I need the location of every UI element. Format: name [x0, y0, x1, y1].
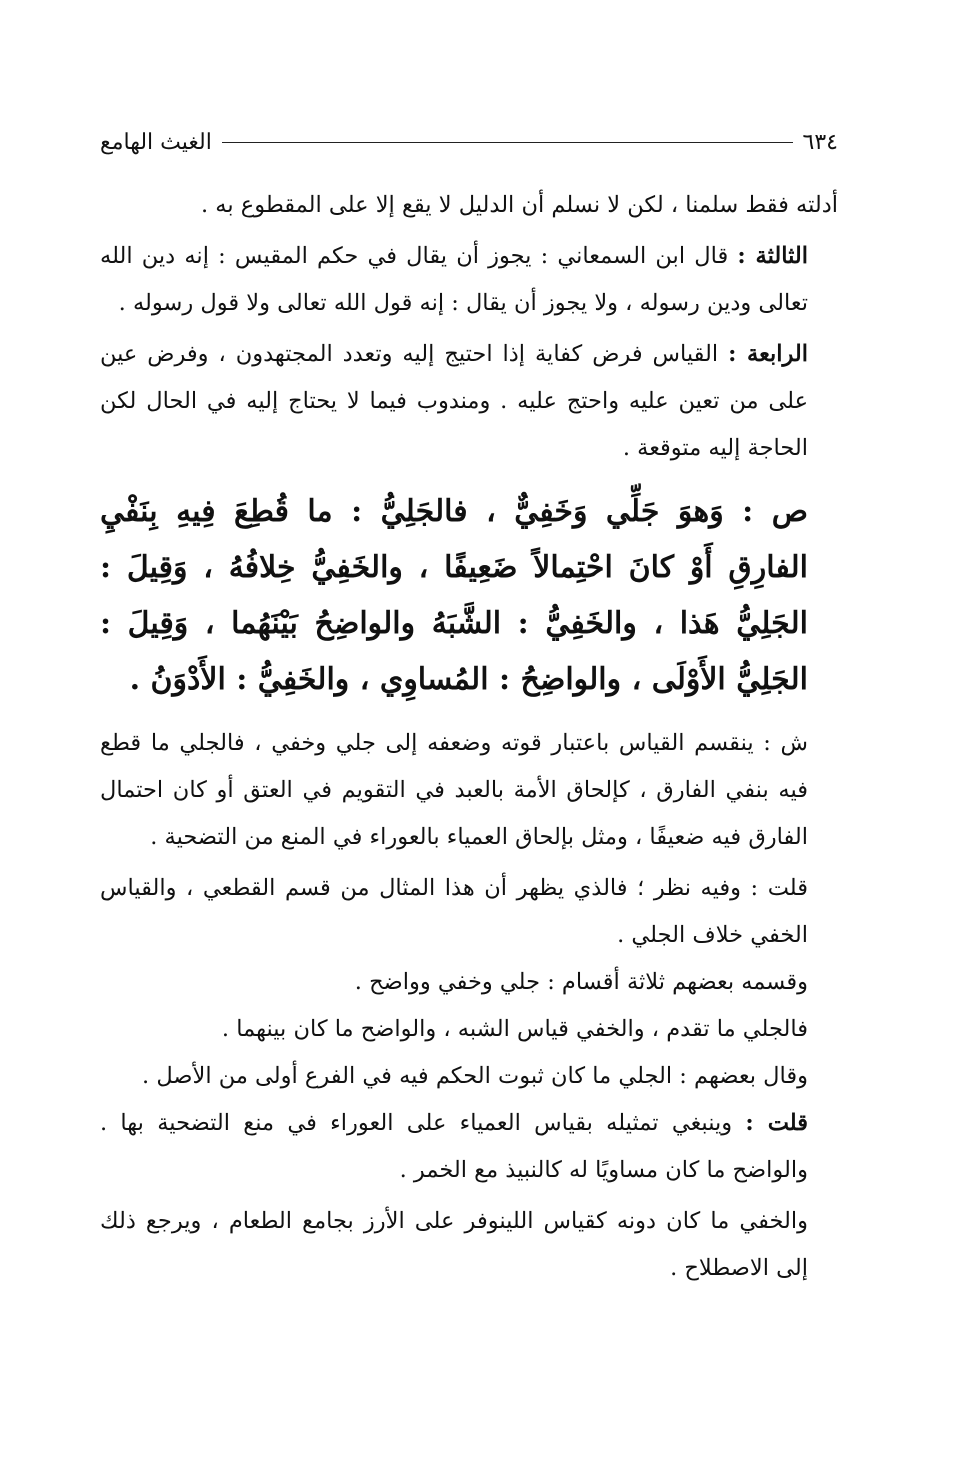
book-title: الغيث الهامع — [100, 129, 212, 155]
paragraph: الرابعة : القياس فرض كفاية إذا احتيج إليه وتعدد المجتهدون ، وفرض عين على من تعين عليه واحتج عليه . ومندوب فيما لا يحتاج إليه في الحال لكن الحاجة إليه متوقعة . — [100, 341, 808, 461]
matn-text: ص : وَهوَ جَلِّي وَخَفِيٌّ ، فالجَلِيُّ : ما قُطِعَ فِيهِ بِنَفْيِ الفارِقِ أَوْ كانَ احْتِمالاً ضَعِيفًا ، والخَفِيُّ خِلافُهُ ، وَقِيلَ : الجَلِيُّ هَذا ، والخَفِيُّ : الشَّبَهُ والواضِحُ بَيْنَهُما ، وَقِيلَ : الجَلِيُّ الأَوْلَى ، والواضِحُ : المُساوِي ، والخَفِيُّ : الأَدْوَنُ . — [100, 494, 808, 697]
paragraph: قلت : وفيه نظر ؛ فالذي يظهر أن هذا المثال من قسم القطعي ، والقياس الخفي خلاف الجلي . — [100, 875, 808, 948]
running-header — [100, 122, 838, 162]
section-label: الرابعة : — [728, 341, 808, 367]
section-label: الثالثة : — [737, 243, 808, 269]
page-body — [100, 182, 838, 1292]
page-content — [100, 0, 838, 1478]
paragraph: والخفي ما كان دونه كقياس اللينوفر على الأرز بجامع الطعام ، ويرجع ذلك إلى الاصطلاح . — [100, 1208, 808, 1281]
page-number: ٦٣٤ — [802, 129, 838, 155]
section-label: قلت : — [745, 1110, 808, 1136]
paragraph: الثالثة : قال ابن السمعاني : يجوز أن يقال في حكم المقيس : إنه دين الله تعالى ودين رسوله ، ولا يجوز أن يقال : إنه قول الله تعالى ولا قول رسوله . — [100, 243, 808, 316]
paragraph: فالجلي ما تقدم ، والخفي قياس الشبه ، والواضح ما كان بينهما . — [221, 1016, 808, 1042]
paragraph: ش : ينقسم القياس باعتبار قوته وضعفه إلى جلي وخفي ، فالجلي ما قطع فيه بنفي الفارق ، كإلحاق الأمة بالعبد في التقويم في العتق أو كان احتمال الفارق فيه ضعيفًا ، ومثل بإلحاق العمياء بالعوراء في المنع من التضحية . — [100, 730, 808, 850]
paragraph: أدلته فقط سلمنا ، لكن لا نسلم أن الدليل لا يقع إلا على المقطوع به . — [201, 192, 838, 218]
header-rule — [222, 142, 793, 143]
paragraph: وقسمه بعضهم ثلاثة أقسام : جلي وخفي وواضح . — [354, 969, 808, 995]
paragraph: وقال بعضهم : الجلي ما كان ثبوت الحكم فيه في الفرع أولى من الأصل . — [142, 1063, 808, 1089]
paragraph: قلت : وينبغي تمثيله بقياس العمياء على العوراء في منع التضحية بها . والواضح ما كان مساويًا له كالنبيذ مع الخمر . — [100, 1110, 808, 1183]
